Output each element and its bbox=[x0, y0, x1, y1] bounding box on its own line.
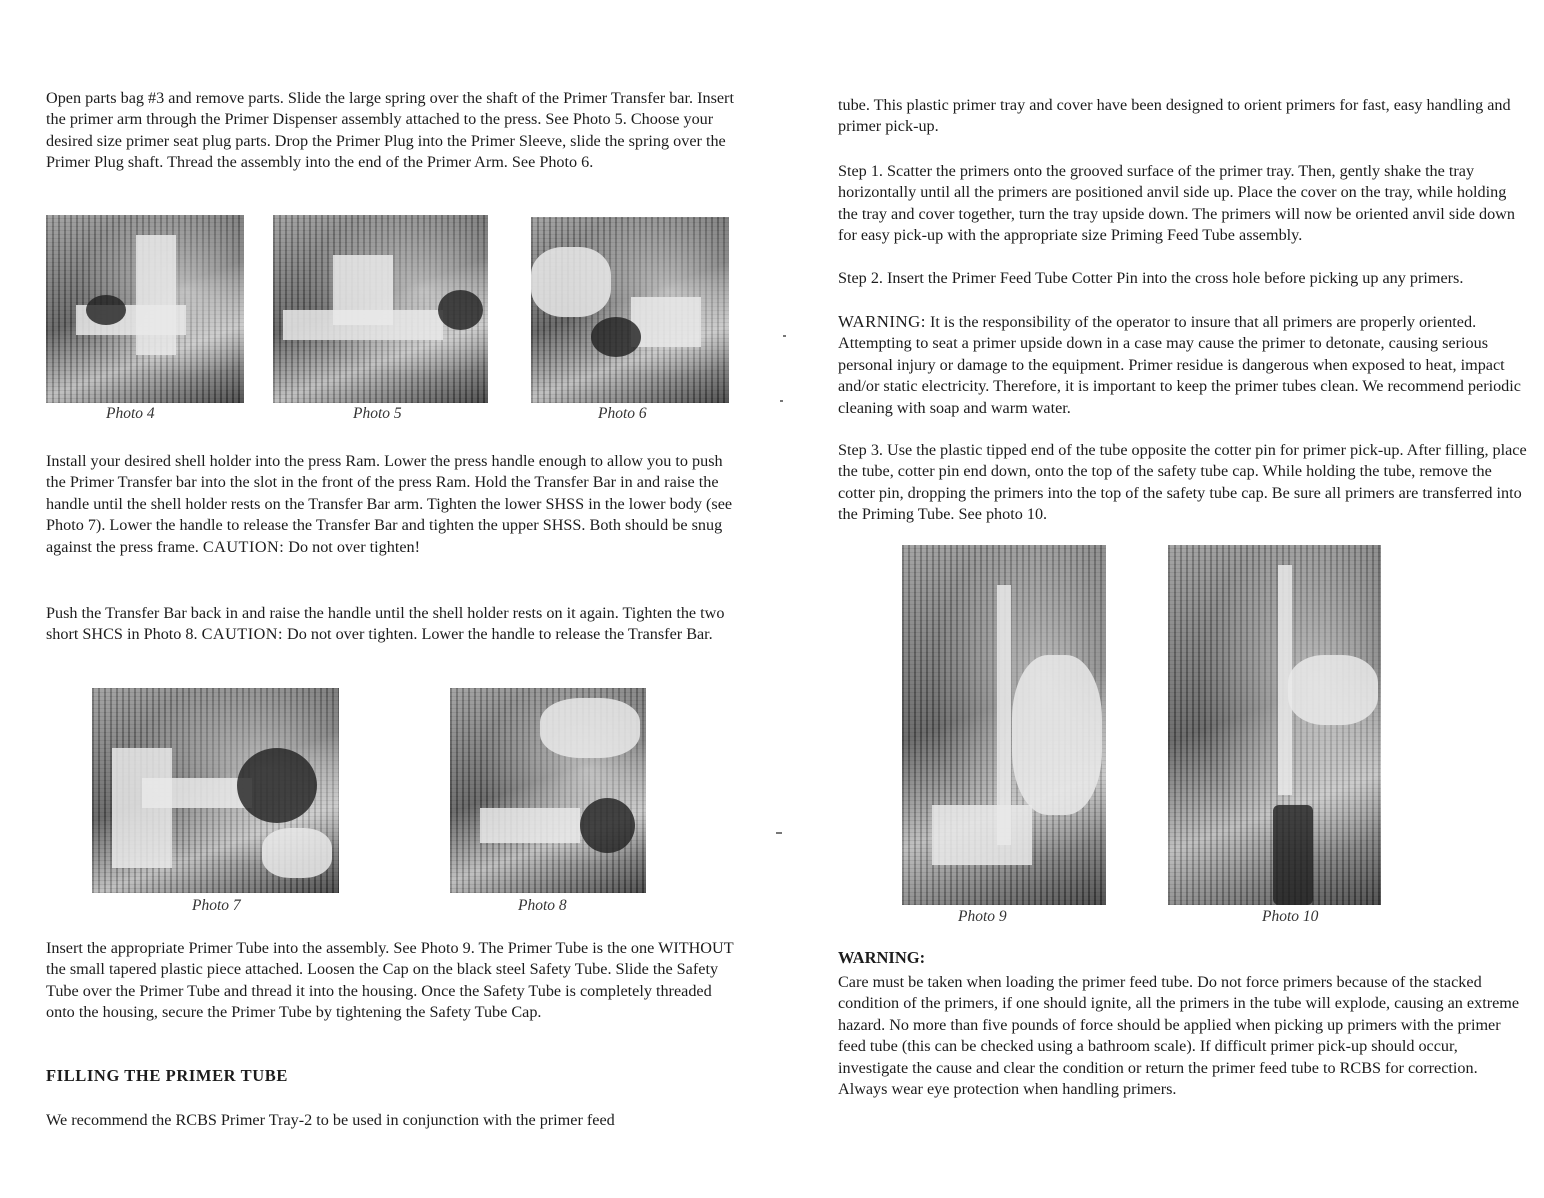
install-text: Install your desired shell holder into the press Ram. Lower the press handle enough to allow you to push the Primer Transfer bar into the slot in the front of the press Ram. Hold the Transfer Bar in and raise the handle until the shell holder rests on the Transfer Bar arm. Tighten the lower SHSS in the lower body (see Photo 7). Lower the handle to release the Transfer Bar and tighten the upper SHSS. Both should be snug against the press frame. bbox=[46, 452, 733, 556]
caution-text: Do not over tighten! bbox=[288, 537, 420, 556]
photo-10-image bbox=[1168, 545, 1381, 905]
transfer-bar-paragraph bbox=[46, 603, 736, 646]
primer-tray-paragraph: We recommend the RCBS Primer Tray-2 to be used in conjunction with the primer feed bbox=[46, 1111, 615, 1129]
install-shell-holder-paragraph bbox=[46, 451, 736, 558]
warning-2-paragraph: Care must be taken when loading the primer feed tube. Do not force primers because of the stacked condition of the primers, if one should ignite, all the primers in the tube will explode, causing an extreme hazard. No more than five pounds of force should be applied when picking up primers with the primer feed tube (this can be checked using a bathroom scale). If difficult primer pick-up should occur, investigate the cause and clear the condition or return the primer feed tube to RCBS for correction. Always wear eye protection when handling primers. bbox=[838, 973, 1520, 1099]
warning-paragraph bbox=[838, 311, 1528, 419]
step-2-paragraph: Step 2. Insert the Primer Feed Tube Cotter Pin into the cross hole before picking up any primers. bbox=[838, 269, 1464, 287]
step-1-paragraph: Step 1. Scatter the primers onto the grooved surface of the primer tray. Then, gently shake the tray horizontally until all the primers are positioned anvil side up. Place the cover on the tray, while holding the tray and cover together, turn the tray upside down. The primers will now be oriented anvil side down for easy pick-up with the appropriate size Priming Feed Tube assembly. bbox=[838, 162, 1515, 245]
photo-8-caption: Photo 8 bbox=[518, 897, 567, 914]
photo-10-caption: Photo 10 bbox=[1262, 908, 1319, 925]
scan-speck bbox=[780, 400, 783, 402]
warning-text: It is the responsibility of the operator to insure that all primers are properly oriented. Attempting to seat a primer upside down in a case may cause the primer to detonate, causing serious personal injury or damage to the equipment. Primer residue is dangerous when exposed to heat, impact and/or static electricity. Therefore, it is important to keep the primer tubes clean. We recommend periodic cleaning with soap and warm water. bbox=[838, 313, 1521, 417]
photo-8-image bbox=[450, 688, 646, 893]
photo-7-image bbox=[92, 688, 339, 893]
photo-7-caption: Photo 7 bbox=[192, 897, 241, 914]
photo-9-caption: Photo 9 bbox=[958, 908, 1007, 925]
filling-heading: FILLING THE PRIMER TUBE bbox=[46, 1066, 288, 1085]
photo-6-caption: Photo 6 bbox=[598, 405, 647, 422]
transfer-text: Push the Transfer Bar back in and raise the handle until the shell holder rests on it again. Tighten the two short SHCS in Photo 8. bbox=[46, 604, 725, 644]
primer-tube-paragraph: Insert the appropriate Primer Tube into the assembly. See Photo 9. The Primer Tube is the one WITHOUT the small tapered plastic piece attached. Loosen the Cap on the black steel Safety Tube. Slide the Safety Tube over the Primer Tube and thread it into the housing. Once the Safety Tube is completely threaded onto the housing, secure the Primer Tube by tightening the Safety Tube Cap. bbox=[46, 939, 734, 1022]
photo-5-caption: Photo 5 bbox=[353, 405, 402, 422]
photo-4-image bbox=[46, 215, 244, 403]
caution-text-2: Do not over tighten. Lower the handle to release the Transfer Bar. bbox=[287, 625, 713, 644]
intro-paragraph: Open parts bag #3 and remove parts. Slide the large spring over the shaft of the Primer Transfer bar. Insert the primer arm through the Primer Dispenser assembly attached to the press. See Photo 5. Choose your desired size primer seat plug parts. Drop the Primer Plug into the Primer Sleeve, slide the spring over the Primer Plug shaft. Thread the assembly into the end of the Primer Arm. See Photo 6. bbox=[46, 89, 734, 172]
caution-label-2: CAUTION: bbox=[201, 625, 283, 644]
warning-heading: WARNING: bbox=[838, 948, 926, 967]
tray-intro-paragraph: tube. This plastic primer tray and cover have been designed to orient primers for fast, easy handling and primer pick-up. bbox=[838, 96, 1511, 136]
photo-5-image bbox=[273, 215, 488, 403]
photo-9-image bbox=[902, 545, 1106, 905]
warning-label: WARNING: bbox=[838, 312, 926, 331]
scan-speck bbox=[776, 832, 782, 834]
caution-label: CAUTION: bbox=[202, 537, 285, 556]
photo-6-image bbox=[531, 217, 729, 403]
scan-speck bbox=[783, 335, 786, 337]
photo-4-caption: Photo 4 bbox=[106, 405, 155, 422]
step-3-paragraph: Step 3. Use the plastic tipped end of the tube opposite the cotter pin for primer pick-up. After filling, place the tube, cotter pin end down, onto the top of the safety tube cap. While holding the tube, remove the cotter pin, dropping the primers into the top of the safety tube cap. Be sure all primers are transferred into the Priming Tube. See photo 10. bbox=[838, 441, 1527, 524]
